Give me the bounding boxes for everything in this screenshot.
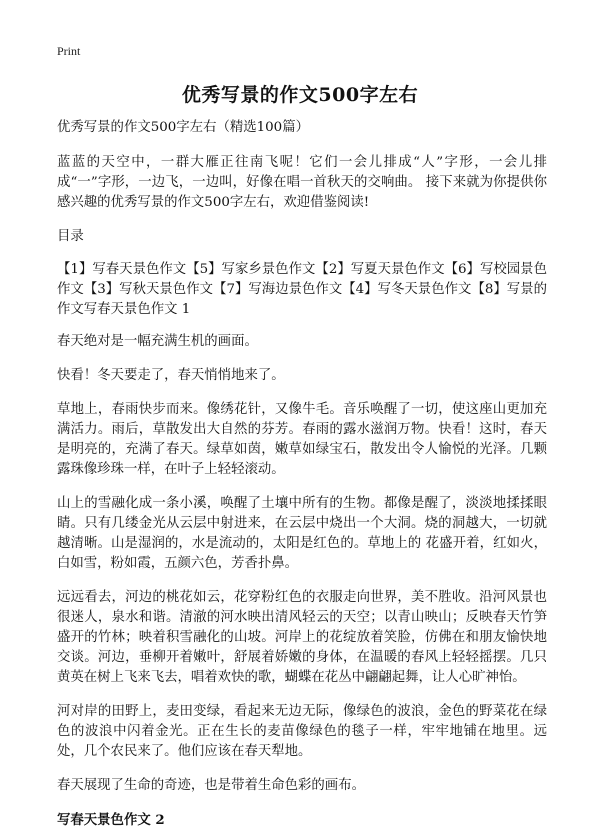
intro-paragraph: 蓝蓝的天空中，一群大雁正往南飞呢！它们一会儿排成“人”字形，一会儿排成“一”字形，一边飞，一边叫，好像在唱一首秋天的交响曲。 接下来就为你提供你感兴趣的优秀写景的作文500字左右，欢迎借鉴阅读! xyxy=(57,155,547,210)
toc-link-campus[interactable]: 【6】写校园景色作文 xyxy=(57,262,547,297)
paragraph: 春天绝对是一幅充满生机的画面。 xyxy=(57,334,258,349)
paragraph: 山上的雪融化成一条小溪，唤醒了土壤中所有的生物。都像是醒了，淡淡地揉揉眼睛。只有几缕金光从云层中射进来，在云层中烧出一个大洞。烧的洞越大，一切就越清晰。山是湿润的，水是流动的，太阳是红色的。草地上的 花盛开着，红如火，白如雪，粉如霞，五颜六色，芳香扑鼻。 xyxy=(57,496,547,571)
subtitle: 优秀写景的作文500字左右（精选100篇） xyxy=(57,120,309,135)
toc-link-spring[interactable]: 【1】写春天景色作文 xyxy=(57,262,187,277)
toc-heading: 目录 xyxy=(57,229,84,244)
toc-link-autumn[interactable]: 【3】写秋天景色作文 xyxy=(83,282,214,297)
paragraph: 草地上，春雨快步而来。像绣花针，又像牛毛。音乐唤醒了一切，使这座山更加充满活力。雨后，草散发出大自然的芬芳。春雨的露水滋润万物。快看！这时，春天是明亮的，充满了春天。绿草如茵，嫩草如绿宝石，散发出令人愉悦的光泽。几颗露珠像珍珠一样，在叶子上轻轻滚动。 xyxy=(57,402,547,477)
table-of-contents xyxy=(57,260,547,320)
toc-link-winter[interactable]: 【4】写冬天景色作文 xyxy=(342,282,472,297)
page-title: 优秀写景的作文500字左右 xyxy=(181,84,419,106)
section1-inline-title: 写春天景色作文 1 xyxy=(83,302,191,317)
toc-link-summer[interactable]: 【2】写夏天景色作文 xyxy=(315,262,445,277)
print-link[interactable]: Print xyxy=(57,44,81,58)
toc-link-seaside[interactable]: 【7】写海边景色作文 xyxy=(213,282,343,297)
paragraph: 河对岸的田野上，麦田变绿，看起来无边无际，像绿色的波浪，金色的野菜花在绿色的波浪中闪着金光。正在生长的麦苗像绿色的毯子一样，牢牢地铺在地里。远处，几个农民来了。他们应该在春天犁地。 xyxy=(57,704,547,759)
toc-link-scenery[interactable]: 【8】写景的作文 xyxy=(57,282,547,317)
section2-heading: 写春天景色作文 2 xyxy=(57,812,165,828)
toc-link-hometown[interactable]: 【5】写家乡景色作文 xyxy=(186,262,316,277)
paragraph: 远远看去，河边的桃花如云，花穿粉红色的衣服走向世界，美不胜收。沿河风景也很迷人，泉水和谐。清澈的河水映出清风轻云的天空；以青山映山；反映春天竹笋盛开的竹林；映着积雪融化的山坡。河岸上的花绽放着笑脸，仿佛在和朋友愉快地交谈。河边，垂柳开着嫩叶，舒展着娇嫩的身体，在温暖的春风上轻轻摇摆。几只黄英在树上飞来飞去，唱着欢快的歌，蝴蝶在花丛中翩翩起舞，让人心旷神怡。 xyxy=(57,590,547,685)
paragraph: 快看！冬天要走了，春天悄悄地来了。 xyxy=(57,368,285,383)
paragraph: 春天展现了生命的奇迹，也是带着生命色彩的画布。 xyxy=(57,778,365,793)
article-body xyxy=(57,118,547,830)
